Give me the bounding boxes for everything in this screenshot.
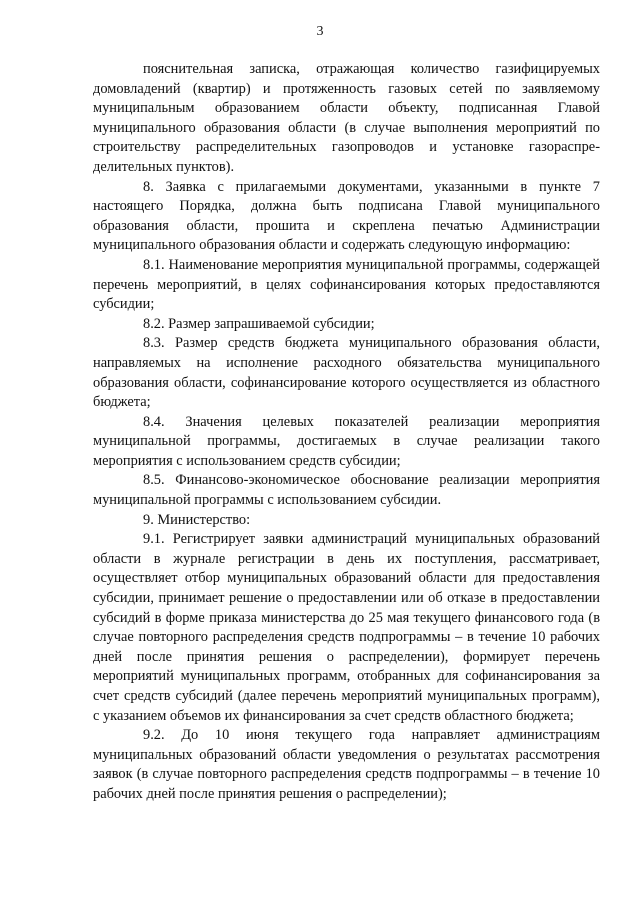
paragraph-9: 9. Министерство: [143, 511, 251, 528]
paragraph-8: 8. Заявка с прилагаемыми документами, указанными в пункте 7 настоящего Порядка, должна быть подписана Главой муниципального образования области, прошита и скреплена печатью Администрации муниципального образования области и содержать следующую информацию: [93, 178, 600, 254]
paragraph-9-1: 9.1. Регистрирует заявки администраций муниципальных образований области в журнале регистрации в день их поступления, рассматривает, осуществляет отбор муниципальных образований области для предоставления субсидии, принимает решение о предоставлении или об отказе в предоставлении субсидий в форме приказа министерства до 25 мая текущего финансового года (в случае повторного распределения средств подпрограммы – в течение 10 рабочих дней после принятия решения о распределении), формирует перечень мероприятий муниципальных программ, отобранных для софинансирования за счет средств субсидий (далее перечень мероприятий муниципальных программ), с указанием объемов их финансирования за счет средств областного бюджета; [93, 531, 600, 724]
page-number: 3 [316, 24, 324, 39]
paragraph-explanatory-note: пояснительная записка, отражающая количество газифицируемых домовладений (квартир) и протяженность газовых сетей по заявляемому муниципальным образованием области объекту, подписанная Главой муниципального образования области (в случае выполнения мероприятий по строительству распределительных газопроводов и установке газораспре-делительных пунктов). [93, 61, 600, 175]
paragraph-8-3: 8.3. Размер средств бюджета муниципального образования области, направляемых на исполнение расходного обязательства муниципального образования области, софинансирование которого осуществляется из областного бюджета; [93, 335, 600, 411]
paragraph-8-4: 8.4. Значения целевых показателей реализации мероприятия муниципальной программы, достигаемых в случае реализации такого мероприятия с использованием средств субсидии; [93, 413, 600, 469]
paragraph-8-1: 8.1. Наименование мероприятия муниципальной программы, содержащей перечень мероприятий, в целях софинансирования которых предоставляются субсидии; [93, 256, 600, 313]
paragraph-8-2: 8.2. Размер запрашиваемой субсидии; [143, 315, 375, 332]
paragraph-9-2: 9.2. До 10 июня текущего года направляет администрациям муниципальных образований области уведомления о результатах рассмотрения заявок (в случае повторного распределения средств подпрограммы – в течение 10 рабочих дней после принятия решения о распределении); [93, 727, 600, 802]
paragraph-8-5: 8.5. Финансово-экономическое обоснование реализации мероприятия муниципальной программы с использованием субсидии. [93, 472, 600, 509]
document-body [93, 60, 600, 805]
